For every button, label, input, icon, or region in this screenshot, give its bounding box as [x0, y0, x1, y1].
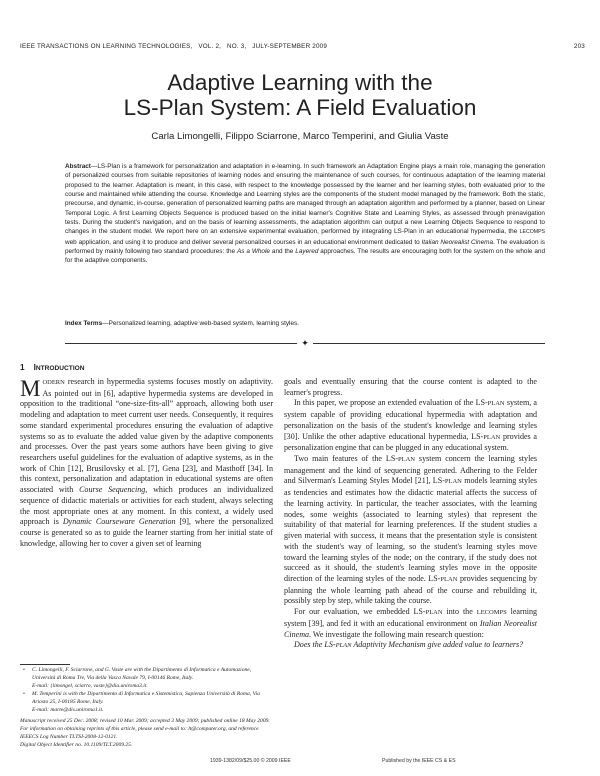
plan-name: PLAN [487, 400, 505, 408]
doi: Digital Object Identifier no. 10.1109/TLT.2009.25. [20, 742, 133, 749]
right-paragraph-2 [284, 454, 537, 607]
section-number: 1 [20, 363, 25, 372]
index-terms-text: —Personalized learning, adaptive web-based system, learning styles. [102, 320, 299, 327]
authors: Carla Limongelli, Filippo Sciarrone, Marco Temperini, and Giulia Vaste [151, 131, 449, 142]
plan-name: PLAN [398, 456, 415, 464]
footnote-rule [20, 664, 70, 665]
index-terms [65, 320, 545, 327]
abstract-text-4: and the [269, 248, 296, 256]
intro-text-2: , which produces an individualized sequence of didactic materials or activities for each student, always selecting the most appropriate ones at any moment. In this context, a widely used approach is [20, 485, 273, 527]
abstract-layered: Layered [295, 248, 319, 256]
affiliation-1-email: E-mail: {limongel, sciarro, vaste}@dia.uniroma3.it. [32, 682, 148, 689]
right-paragraph-3 [284, 607, 537, 640]
issn-copyright: 1939-1382/09/$25.00 © 2009 IEEE [210, 758, 291, 764]
divider-line-right [313, 343, 545, 344]
plan-name: PLAN [444, 478, 462, 486]
divider-line-left [65, 343, 297, 344]
right-paragraph-0: goals and eventually ensuring that the course content is adapted to the learner's progress. [284, 377, 537, 397]
right-paragraph-1 [284, 398, 537, 454]
term-course-sequencing: Course Sequencing [79, 485, 146, 495]
title-line-1: Adaptive Learning with the [167, 70, 433, 95]
reprints-info: For information on obtaining reprints of this article, please send e-mail to: lt@computer.org, and reference IEEECS Log Number TLTSI-2008-12-0121. [20, 726, 259, 741]
running-head [20, 43, 585, 50]
divider-diamond-icon: ✦ [301, 338, 309, 348]
term-dynamic-courseware-generation: Dynamic Courseware Generation [62, 517, 176, 527]
section-title-rest: NTRODUCTION [35, 365, 85, 372]
section-heading [20, 363, 85, 372]
p2-text-c: models learning styles as tendencies and estimates how the didactic material affects the success of the learning activity. In particular, the teacher associates, with the learning nodes, some weights (associated to learning styles) that represent the suitability of that material for learning preferences. If the student studies a given material with success, it means that the presentation style is consistent with the student's way of learning, so the student's learning styles move toward the learning styles of the node; on the contrary, if the study does not succeed as it should, the student's learning styles move in the opposite direction of the learning styles of the node. LS- [284, 476, 537, 583]
section-title-initial: I [33, 363, 36, 372]
affiliation-1-text: C. Limongelli, F. Sciarrone, and G. Vaste are with the Dipartimento di Informatica e Automazione, Università di Roma Tre, Via della Vasca Navale 79, I-00146 Rome, Italy. [32, 667, 252, 681]
abstract-text-3: . The evaluation is performed by mainly following two standard procedures: the [65, 238, 546, 256]
paper-title [0, 70, 600, 120]
index-terms-label: Index Terms [65, 320, 103, 327]
lecomps-name: LECOMPS [476, 609, 507, 617]
footnotes [20, 667, 273, 750]
abstract-italian-cinema: Italian Neorealist Cinema [421, 238, 494, 246]
p2-text-d: provides sequencing by planning the whole learning path ahead of the course and rebuilding it, possibly step by step, while taking the course. [284, 573, 537, 606]
abstract-as-a-whole: As a Whole [237, 248, 270, 256]
plan-name: PLAN [335, 642, 352, 650]
title-line-2: LS-Plan System: A Field Evaluation [123, 95, 477, 120]
plan-name: PLAN [483, 433, 501, 441]
publisher: Published by the IEEE CS & ES [382, 758, 456, 764]
first-word: ODERN [42, 379, 65, 386]
left-column [20, 377, 273, 550]
manuscript-dates: Manuscript received 25 Dec. 2008; revised 10 Mar. 2009; accepted 3 May 2009; published online 18 May 2009. [20, 718, 270, 725]
intro-text-1: research in hypermedia systems focuses mostly on adaptivity. As pointed out in [6], adaptive hypermedia systems are developed in opposition to the traditional “one-size-fits-all” approach, allowing both user modeling and adaptation to meet current user needs. Consequently, it requires some standard experimental procedures ensuring the evaluation of adaptive systems so as to evaluate the added value given by the adaptive components and processes. Over the past years some authors have been giving to give researchers useful guidelines for the evaluation of adaptive systems, as in the work of Chin [12], Brusilovsky et al. [7], Gena [23], and Masthoff [34]. In this context, personalization and adaptation in educational systems are often associated with [20, 377, 273, 495]
p1-text-a: In this paper, we propose an extended evaluation of the LS- [294, 398, 488, 408]
italian-cinema: Italian Neorealist Cinema [284, 618, 537, 639]
p3-text-b: into the [442, 607, 477, 617]
issue-date: JULY-SEPTEMBER 2009 [252, 43, 328, 50]
bullet-icon: • [23, 667, 25, 673]
right-column [284, 377, 537, 652]
drop-cap: M [20, 376, 41, 401]
footnote-affiliation-1 [20, 667, 273, 691]
p2-text-b: system concern the learning styles management and the kind of sequencing generated. Adhering to the Felder and Silverman's Learning Styles Model [21], LS- [284, 454, 538, 486]
affiliation-2-text: M. Temperini is with the Dipartimento di Informatica e Sistemistica, Sapienza Università di Roma, Via Ariosto 25, I-00185 Rome, Italy. [32, 690, 260, 705]
abstract-label: Abstract [65, 163, 91, 170]
bullet-icon: • [23, 690, 25, 697]
abstract [65, 162, 545, 266]
research-question [284, 640, 537, 652]
abstract-text: —LS-Plan is a framework for personalization and adaptation in e-learning. In such framework an Adaptation Engine plays a main role, managing the generation of personalized courses from suitable repositories of learning nodes and ensuring the maintenance of such courses, for continuous adaptation of the learning material proposed to the learner. Adaptation is meant, in this case, with respect to the knowledge possessed by the learner and her learning styles, both evaluated prior to the course and maintained while attending the course. Knowledge and Learning styles are the components of the student model managed by the framework. Both the static, precourse, and dynamic, in-course, generation of personalized learning paths are managed through an adaptation algorithm and performed by a planner, based on Linear Temporal Logic. A first Learning Objects Sequence is produced based on the initial learner's Cognitive State and Learning Styles, as assessed through prenavigation tests. During the student's navigation, and on the basis of learning assessments, the adaptation algorithm can output a new Learning Objects Sequence to respond to changes in the student model. We report here on an extensive experimental evaluation, performed by integrating LS-Plan in an educational hypermedia, the [65, 163, 545, 236]
section-divider [65, 339, 545, 347]
journal-name: IEEE TRANSACTIONS ON LEARNING TECHNOLOGIES, [20, 43, 193, 50]
intro-text-3: [9], where the personalized course is generated so as to guide the learner starting from her initial state of knowledge, allowing her to cover a given set of learning [20, 517, 273, 548]
issue-number: NO. 3, [226, 43, 247, 50]
question-text-a: Does the LS- [294, 640, 336, 650]
p3-text-a: For our evaluation, we embedded LS- [294, 607, 426, 617]
lecomps-name: LECOMPS [519, 229, 545, 236]
plan-name: PLAN [425, 609, 443, 617]
question-text-b: Adaptivity Mechanism give added value to learners? [351, 640, 524, 650]
p2-text-a: Two main features of the LS- [294, 454, 399, 464]
page-number: 203 [573, 43, 585, 50]
p1-text-c: provides a personalization engine that can be plugged in any educational system. [284, 431, 537, 453]
affiliation-2-email: E-mail: marte@dis.uniroma1.it. [32, 706, 104, 713]
volume: VOL. 2, [198, 43, 222, 50]
abstract-text-2: web application, and using it to produce and deliver several personalized courses in an educational environment dedicated to [65, 238, 422, 246]
p1-text-b: system, a system capable of providing educational hypermedia with adaptation and personalization on the basis of the student's knowledge and learning styles [30]. Unlike the other adaptive educational hypermedia, LS- [284, 398, 538, 441]
intro-paragraph-1 [20, 377, 273, 550]
abstract-text-5: approaches. The results are encouraging both for the system on the whole and for the adaptive components. [65, 248, 546, 265]
p3-text-c: learning system [39], and fed it with an educational environment on [284, 607, 537, 628]
footnote-affiliation-2 [20, 691, 273, 715]
p3-text-d: . We investigate the following main research question: [309, 629, 484, 639]
plan-name: PLAN [440, 575, 458, 583]
